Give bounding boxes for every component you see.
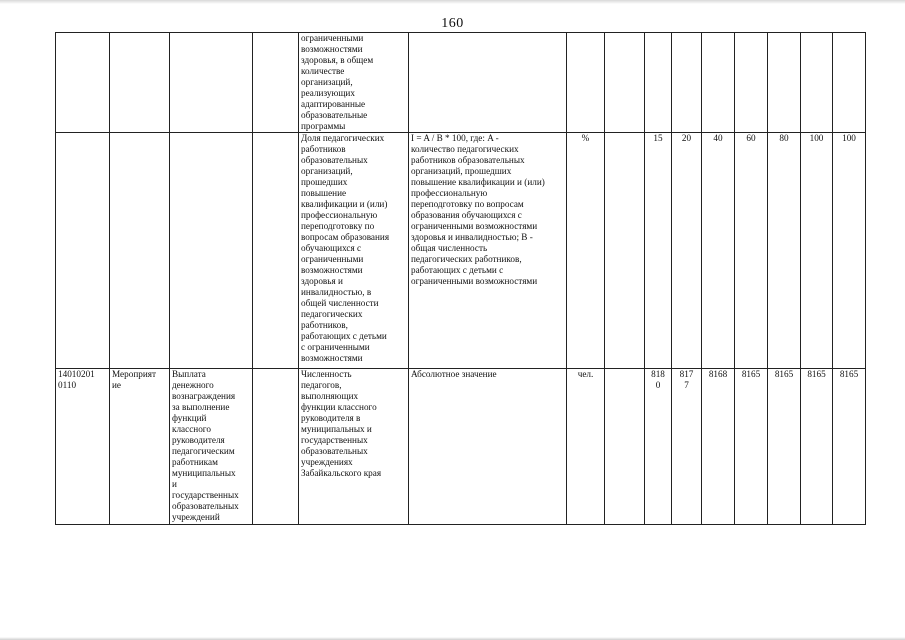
cell-name [170,133,253,369]
cell-value [672,33,702,133]
cell-value: 8165 [801,369,833,525]
cell-value [702,33,735,133]
cell-name: Выплата денежного вознаграждения за выполнение функций классного руководителя педагогическим работникам муниципальных и государственных образовательных учреждений [170,369,253,525]
cell-empty [253,133,299,369]
cell-base [605,133,645,369]
cell-type [110,33,170,133]
cell-unit [567,33,605,133]
cell-indicator: ограниченными возможностями здоровья, в общем количестве организаций, реализующих адаптированные образовательные программы [299,33,409,133]
cell-base [605,369,645,525]
cell-empty [253,369,299,525]
cell-value [833,33,866,133]
cell-code: 14010201 0110 [56,369,110,525]
cell-value: 818 0 [645,369,672,525]
cell-method: I = A / B * 100, где: A - количество педагогических работников образовательных организаций, прошедших повышение квалификации и (или) профессиональную переподготовку по вопросам образования обучающихся с ограниченными возможностями здоровья и инвалидностью; B - общая численность педагогических работников, работающих с детьми с ограниченными возможностями [409,133,567,369]
cell-value [768,33,801,133]
cell-value [801,33,833,133]
cell-value: 15 [645,133,672,369]
cell-type [110,133,170,369]
table-row [56,133,866,369]
cell-value [645,33,672,133]
cell-code [56,133,110,369]
cell-name [170,33,253,133]
cell-base [605,33,645,133]
cell-value: 60 [735,133,768,369]
cell-value: 80 [768,133,801,369]
page-number: 160 [441,16,464,31]
cell-value: 8165 [735,369,768,525]
cell-indicator: Доля педагогических работников образовательных организаций, прошедших повышение квалификации и (или) профессиональную переподготовку по вопросам образования обучающихся с ограниченными возможностями здоровья и инвалидностью, в общей численности педагогических работников, работающих с детьми с ограниченными возможностями [299,133,409,369]
cell-unit: % [567,133,605,369]
cell-value: 817 7 [672,369,702,525]
cell-method [409,33,567,133]
cell-value: 40 [702,133,735,369]
cell-value: 8165 [833,369,866,525]
cell-value: 100 [801,133,833,369]
cell-value: 8165 [768,369,801,525]
table-row [56,369,866,525]
data-table [55,32,866,525]
cell-value: 20 [672,133,702,369]
cell-method: Абсолютное значение [409,369,567,525]
cell-unit: чел. [567,369,605,525]
cell-indicator: Численность педагогов, выполняющих функции классного руководителя в муниципальных и государственных образовательных учреждениях Забайкальского края [299,369,409,525]
cell-type: Мероприят ие [110,369,170,525]
table-row [56,33,866,133]
cell-empty [253,33,299,133]
scan-edge-top [0,0,905,4]
cell-value: 8168 [702,369,735,525]
cell-value: 100 [833,133,866,369]
cell-code [56,33,110,133]
cell-value [735,33,768,133]
